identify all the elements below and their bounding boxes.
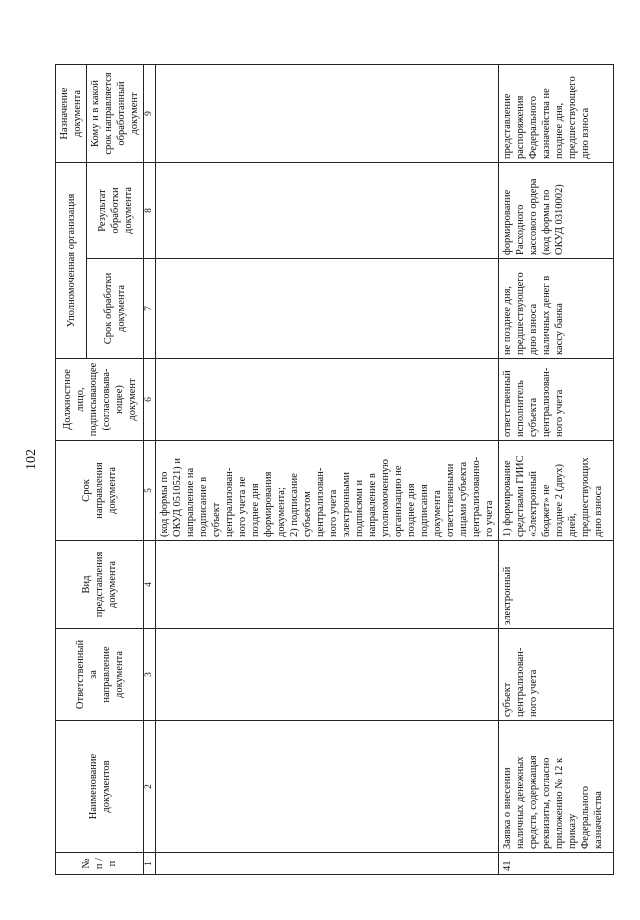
- row-recipient: представление распоряжения Федерального казначейства не позднее дня, предшествующего дню взноса: [499, 65, 614, 163]
- continuation-deadline: (код формы по ОКУД 0510521) и направление на подписание в субъект централизован- ного учета не позднее дня формирования документа; 2) подписание субъектом централизован- ного учета электронными подписями и направление в уполномоченную организацию не позднее дня подписания документа ответственными лицами субъекта централизованно- го учета: [156, 441, 499, 541]
- col-number: 4: [144, 541, 156, 629]
- row-num: 41: [499, 853, 614, 875]
- col-number: 2: [144, 721, 156, 853]
- header-signer: Должностное лицо, подписывающее (согласовыва- ющее) документ: [56, 359, 144, 441]
- row-result: формирование Расходного кассового ордера (код формы по ОКУД 0310002): [499, 163, 614, 259]
- row-signer: ответственный исполнитель субъекта централизован- ного учета: [499, 359, 614, 441]
- header-result: Результат обработки документа: [87, 163, 144, 259]
- column-number-row: [144, 65, 156, 875]
- header-num: № п / п: [56, 853, 144, 875]
- row-form: электронный: [499, 541, 614, 629]
- page-number: 102: [24, 449, 39, 470]
- rotated-table-page: [55, 65, 630, 875]
- header-responsible: Ответственный за направление документа: [56, 629, 144, 721]
- row-doc-name: Заявка о внесении наличных денежных средств, содержащая реквизиты, согласно приложению № 12 к приказу Федерального казначейства: [499, 721, 614, 853]
- header-processing-deadline: Срок обработки документа: [87, 259, 144, 359]
- row-deadline: 1) формирование средствами ГИИС «Электронный бюджет» не позднее 2 (двух) дней, предшествующих дню взноса: [499, 441, 614, 541]
- col-number: 9: [144, 65, 156, 163]
- col-number: 5: [144, 441, 156, 541]
- table-row-41: [499, 65, 614, 875]
- header-recipient: Кому и в какой срок направляется обработанный документ: [87, 65, 144, 163]
- col-number: 3: [144, 629, 156, 721]
- document-table: [55, 64, 614, 875]
- col-number: 8: [144, 163, 156, 259]
- table-row-continuation: [156, 65, 499, 875]
- row-responsible: субъект централизован- ного учета: [499, 629, 614, 721]
- header-deadline: Срок направления документа: [56, 441, 144, 541]
- col-number: 6: [144, 359, 156, 441]
- header-name: Наименование документов: [56, 721, 144, 853]
- row-processing-deadline: не позднее дня, предшествующего дню взноса наличных денег в кассу банка: [499, 259, 614, 359]
- col-number: 1: [144, 853, 156, 875]
- col-number: 7: [144, 259, 156, 359]
- header-form: Вид представления документа: [56, 541, 144, 629]
- header-group-org: Уполномоченная организация: [56, 163, 87, 359]
- header-group-purpose: Назначение документа: [56, 65, 87, 163]
